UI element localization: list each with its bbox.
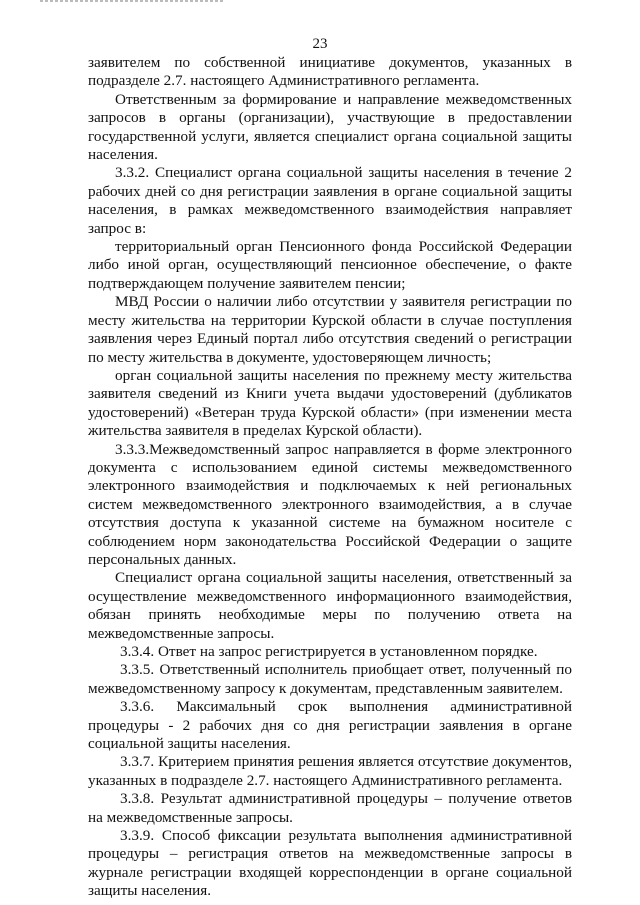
paragraph-3-3-7: 3.3.7. Критерием принятия решения является отсутствие документов, указанных в подразделе 2.7. настоящего Административного регламента. bbox=[88, 753, 572, 789]
paragraph-3-3-4: 3.3.4. Ответ на запрос регистрируется в установленном порядке. bbox=[120, 643, 538, 660]
paragraph-3-3-8: 3.3.8. Результат административной процедуры – получение ответов на межведомственные запросы. bbox=[88, 790, 572, 826]
paragraph-specialist-obligation: Специалист органа социальной защиты населения, ответственный за осуществление межведомственного информационного взаимодействия, обязан принять необходимые меры по получению ответа на межведомственные запросы. bbox=[88, 569, 572, 642]
paragraph-3-3-2: 3.3.2. Специалист органа социальной защиты населения в течение 2 рабочих дней со дня регистрации заявления в органе социальной защиты населения, в рамках межведомственного взаимодействия направляет запрос в: bbox=[88, 164, 572, 237]
page-number: 23 bbox=[312, 36, 328, 52]
paragraph-3-3-5: 3.3.5. Ответственный исполнитель приобщает ответ, полученный по межведомственному запросу к документам, представленным заявителем. bbox=[88, 661, 572, 697]
paragraph-responsible: Ответственным за формирование и направление межведомственных запросов в органы (организации), участвующие в предоставлении государственной услуги, является специалист органа социальной защиты населения. bbox=[88, 90, 572, 164]
paragraph-mvd: МВД России о наличии либо отсутствии у заявителя регистрации по месту жительства на территории Курской области в случае поступления заявления через Единый портал либо отсутствия сведений о регистрации по месту жительства в документе, удостоверяющем личность; bbox=[88, 293, 572, 366]
paragraph-pension-fund: территориальный орган Пенсионного фонда Российской Федерации либо иной орган, осуществляющий пенсионное обеспечение, о факте подтверждающем получение заявителем пенсии; bbox=[88, 238, 572, 292]
scan-top-edge bbox=[40, 0, 225, 2]
paragraph-3-3-3: 3.3.3.Межведомственный запрос направляется в форме электронного документа с использованием единой системы межведомственного электронного взаимодействия и подключаемых к ней региональных систем межведомственного электронного взаимодействия, а в случае отсутствия доступа к указанной системе на бумажном носителе с соблюдением норм законодательства Российской Федерации о защите персональных данных. bbox=[88, 440, 572, 568]
paragraph-social-protection-body: орган социальной защиты населения по прежнему месту жительства заявителя сведений из Книги учета выдачи удостоверений (дубликатов удостоверений) «Ветеран труда Курской области» (при изменении места жительства заявителя в пределах Курской области). bbox=[88, 366, 572, 440]
paragraph-continuation: заявителем по собственной инициативе документов, указанных в подразделе 2.7. настоящего Административного регламента. bbox=[88, 54, 572, 90]
paragraph-3-3-6: 3.3.6. Максимальный срок выполнения административной процедуры - 2 рабочих дня со дня регистрации заявления в органе социальной защиты населения. bbox=[88, 698, 572, 753]
paragraph-3-3-9: 3.3.9. Способ фиксации результата выполнения административной процедуры – регистрация ответов на межведомственные запросы в журнале регистрации входящей корреспонденции в органе социальной защиты населения. bbox=[88, 827, 572, 900]
document-body bbox=[88, 54, 572, 901]
